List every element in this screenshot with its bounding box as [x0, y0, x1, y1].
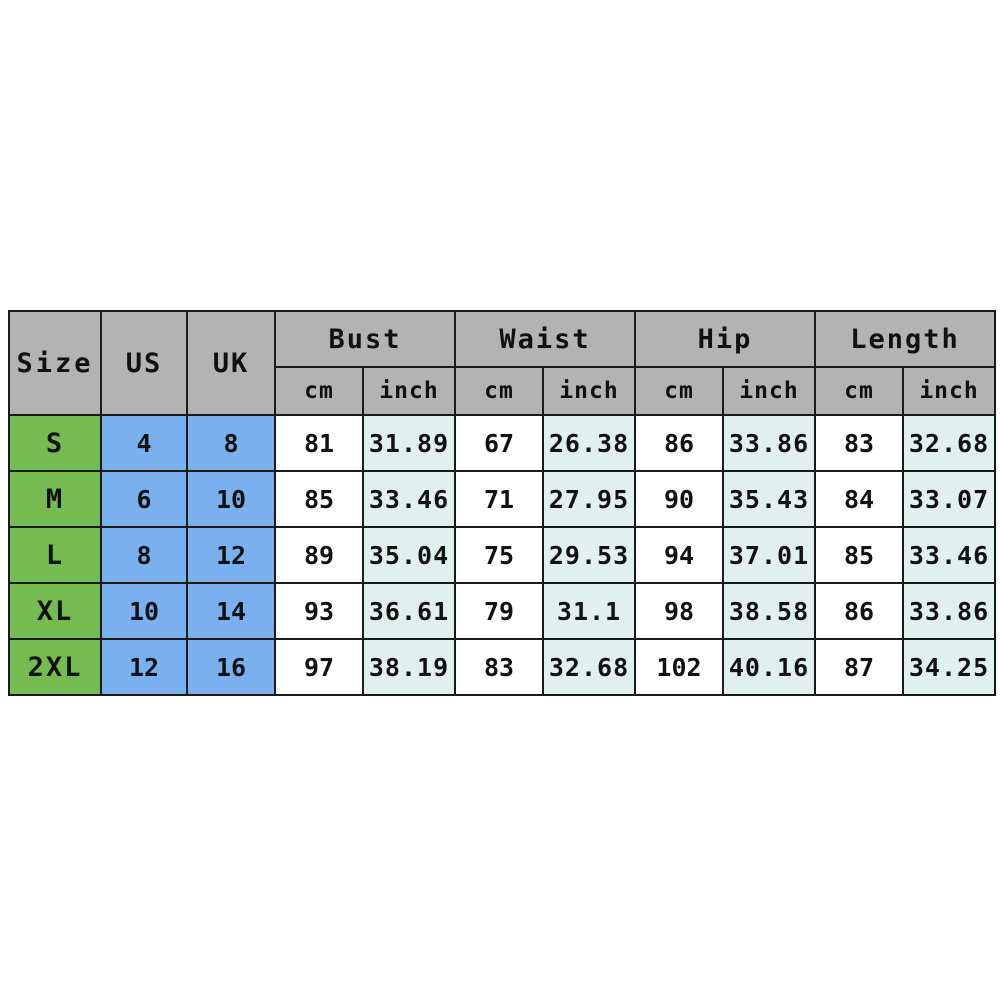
- cell-us: 12: [101, 639, 187, 695]
- table-body: [9, 415, 995, 695]
- cell-size: 2XL: [9, 639, 101, 695]
- cell-uk: 8: [187, 415, 275, 471]
- cell-length-inch: 33.86: [903, 583, 995, 639]
- cell-waist-cm: 67: [455, 415, 543, 471]
- table-row: [9, 471, 995, 527]
- cell-hip-inch: 37.01: [723, 527, 815, 583]
- cell-waist-inch: 26.38: [543, 415, 635, 471]
- cell-length-inch: 34.25: [903, 639, 995, 695]
- cell-length-inch: 32.68: [903, 415, 995, 471]
- table-row: [9, 583, 995, 639]
- cell-bust-cm: 81: [275, 415, 363, 471]
- cell-size: L: [9, 527, 101, 583]
- header-us: US: [101, 311, 187, 415]
- cell-us: 10: [101, 583, 187, 639]
- header-bust-inch: inch: [363, 367, 455, 415]
- cell-length-inch: 33.07: [903, 471, 995, 527]
- cell-bust-inch: 31.89: [363, 415, 455, 471]
- cell-uk: 12: [187, 527, 275, 583]
- cell-length-cm: 84: [815, 471, 903, 527]
- cell-waist-inch: 27.95: [543, 471, 635, 527]
- cell-bust-inch: 33.46: [363, 471, 455, 527]
- cell-hip-cm: 90: [635, 471, 723, 527]
- header-row-groups: [9, 311, 995, 367]
- cell-bust-cm: 93: [275, 583, 363, 639]
- header-hip-cm: cm: [635, 367, 723, 415]
- table-row: [9, 527, 995, 583]
- cell-waist-inch: 32.68: [543, 639, 635, 695]
- header-waist: Waist: [455, 311, 635, 367]
- cell-bust-cm: 89: [275, 527, 363, 583]
- cell-length-inch: 33.46: [903, 527, 995, 583]
- cell-us: 8: [101, 527, 187, 583]
- cell-length-cm: 83: [815, 415, 903, 471]
- cell-uk: 10: [187, 471, 275, 527]
- cell-hip-cm: 94: [635, 527, 723, 583]
- header-bust-cm: cm: [275, 367, 363, 415]
- cell-uk: 14: [187, 583, 275, 639]
- size-chart-table: [8, 310, 996, 696]
- cell-hip-inch: 35.43: [723, 471, 815, 527]
- header-length: Length: [815, 311, 995, 367]
- cell-waist-cm: 83: [455, 639, 543, 695]
- table-row: [9, 639, 995, 695]
- header-waist-cm: cm: [455, 367, 543, 415]
- cell-bust-inch: 36.61: [363, 583, 455, 639]
- header-size: Size: [9, 311, 101, 415]
- header-uk: UK: [187, 311, 275, 415]
- cell-us: 6: [101, 471, 187, 527]
- cell-size: M: [9, 471, 101, 527]
- header-hip-inch: inch: [723, 367, 815, 415]
- cell-size: XL: [9, 583, 101, 639]
- cell-bust-cm: 97: [275, 639, 363, 695]
- cell-waist-inch: 31.1: [543, 583, 635, 639]
- size-chart-container: [8, 310, 992, 696]
- header-length-cm: cm: [815, 367, 903, 415]
- cell-bust-inch: 35.04: [363, 527, 455, 583]
- cell-bust-cm: 85: [275, 471, 363, 527]
- cell-hip-inch: 33.86: [723, 415, 815, 471]
- cell-waist-cm: 79: [455, 583, 543, 639]
- table-row: [9, 415, 995, 471]
- cell-hip-cm: 102: [635, 639, 723, 695]
- header-waist-inch: inch: [543, 367, 635, 415]
- cell-waist-cm: 75: [455, 527, 543, 583]
- cell-hip-cm: 98: [635, 583, 723, 639]
- cell-hip-cm: 86: [635, 415, 723, 471]
- cell-length-cm: 85: [815, 527, 903, 583]
- cell-size: S: [9, 415, 101, 471]
- cell-waist-cm: 71: [455, 471, 543, 527]
- header-length-inch: inch: [903, 367, 995, 415]
- cell-hip-inch: 40.16: [723, 639, 815, 695]
- cell-uk: 16: [187, 639, 275, 695]
- table-header: [9, 311, 995, 415]
- header-hip: Hip: [635, 311, 815, 367]
- cell-length-cm: 86: [815, 583, 903, 639]
- cell-hip-inch: 38.58: [723, 583, 815, 639]
- cell-us: 4: [101, 415, 187, 471]
- cell-bust-inch: 38.19: [363, 639, 455, 695]
- cell-waist-inch: 29.53: [543, 527, 635, 583]
- cell-length-cm: 87: [815, 639, 903, 695]
- header-bust: Bust: [275, 311, 455, 367]
